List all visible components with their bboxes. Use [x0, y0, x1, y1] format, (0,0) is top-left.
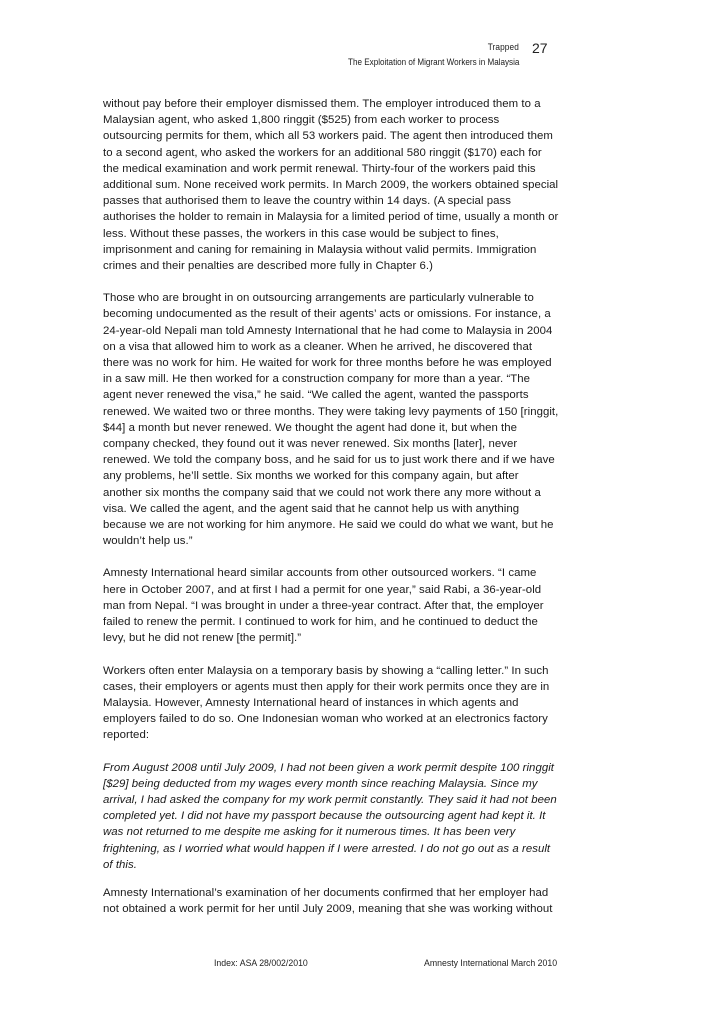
- publisher-date: Amnesty International March 2010: [424, 958, 558, 969]
- page-footer: [0, 958, 728, 974]
- body-text: [103, 96, 559, 933]
- document-index: Index: ASA 28/002/2010: [214, 958, 308, 969]
- page-number: 27: [532, 40, 548, 56]
- testimony-quote: From August 2008 until July 2009, I had not been given a work permit despite 100 ringgit [$29] being deducted from my wages every month since reaching Malaysia. Since my arrival, I had asked the company for my work permit constantly. They said it had not been completed yet. I did not have my passport because the outsourcing agent had kept it. It was not returned to me despite me asking for it numerous times. It has been very frightening, as I worried what would happen if I were arrested. I do not go out as a result of this.: [103, 761, 557, 871]
- paragraph: without pay before their employer dismissed them. The employer introduced them to a Malaysian agent, who asked 1,800 ringgit ($525) from each worker to process outsourcing permits for them, which all 53 workers paid. The agent then introduced them to a second agent, who asked the workers for an additional 580 ringgit ($170) each for the medical examination and work permit renewal. Thirty-four of the workers paid this additional sum. None received work permits. In March 2009, the workers obtained special passes that authorised them to leave the country within 14 days. (A special pass authorises the holder to remain in Malaysia for a limited period of time, usually a month or less. Without these passes, the workers in this case would be subject to fines, imprisonment and caning for remaining in Malaysia without valid permits. Immigration crimes and their penalties are described more fully in Chapter 6.): [103, 98, 559, 273]
- paragraph: Amnesty International heard similar accounts from other outsourced workers. “I came here in October 2007, and at first I had a permit for one year,” said Rabi, a 36-year-old man from Nepal. “I was brought in under a three-year contract. After that, the employer failed to renew the permit. I continued to work for him, and he continued to deduct the levy, but he did not renew [the permit].”: [103, 567, 544, 645]
- running-subtitle: The Exploitation of Migrant Workers in Malaysia: [347, 57, 519, 67]
- page-header: [0, 42, 728, 72]
- running-title: Trapped: [487, 42, 519, 52]
- paragraph: Amnesty International’s examination of her documents confirmed that her employer had not obtained a work permit for her until July 2009, meaning that she was working without: [103, 886, 553, 916]
- paragraph: Workers often enter Malaysia on a temporary basis by showing a “calling letter.” In such cases, their employers or agents must then apply for their work permits once they are in Malaysia. However, Amnesty International heard of instances in which agents and employers failed to do so. One Indonesian woman who worked at an electronics factory reported:: [103, 664, 550, 742]
- paragraph: Those who are brought in on outsourcing arrangements are particularly vulnerable to becoming undocumented as the result of their agents’ acts or omissions. For instance, a 24-year-old Nepali man told Amnesty International that he had come to Malaysia in 2004 on a visa that allowed him to work as a cleaner. When he arrived, he discovered that there was no work for him. He waited for work for three months before he was employed in a saw mill. He then worked for a construction company for more than a year. “The agent never renewed the visa,” he said. “We called the agent, wanted the passports renewed. We waited two or three months. They were taking levy payments of 150 [ringgit, $44] a month but never renewed. We thought the agent had done it, but when the company checked, they found out it was never renewed. Six months [later], never renewed. We told the company boss, and he said for us to just work there and if we have any problems, he’ll settle. Six months we worked for this company again, but after another six months the company said that we could not work there any more without a visa. We called the agent, and the agent said that he cannot help us with anything because we are not working for him anymore. He said we could do what we want, but he wouldn’t help us.”: [103, 292, 559, 548]
